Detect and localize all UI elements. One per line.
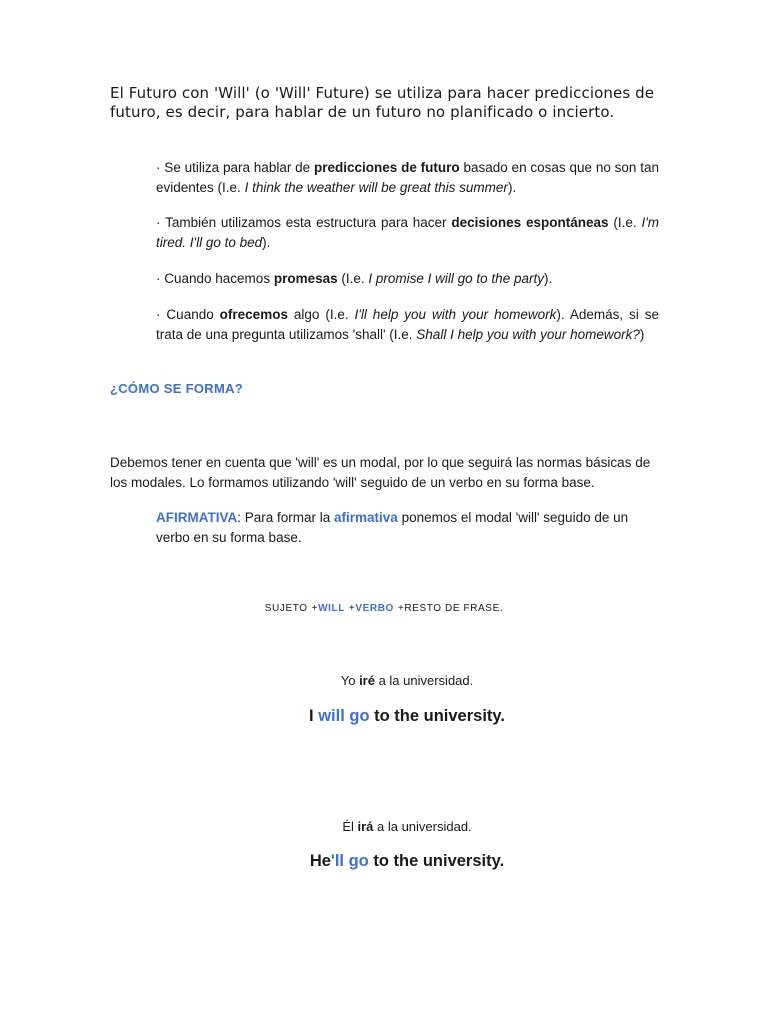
example-text: a la universidad.: [373, 819, 472, 834]
bullet-text: ).: [262, 235, 271, 250]
bullet-bold-term: ofrecemos: [219, 307, 288, 322]
document-title: El Futuro con 'Will' (o 'Will' Future) se utiliza para hacer predicciones de futuro, es decir, para hablar de un futuro no planificado o incierto.: [110, 84, 655, 121]
afirmativa-keyword: afirmativa: [334, 510, 398, 525]
bullet-text: · Cuando: [156, 307, 220, 322]
formula-plus: +: [348, 603, 356, 614]
formula-verb: VERBO: [355, 603, 394, 614]
bullet-example: I'm tired. I'll go to bed: [156, 215, 660, 250]
bullet-example: Shall I help you with your homework?: [416, 327, 640, 342]
example-text: Yo: [340, 673, 360, 688]
example-verb: iré: [359, 673, 375, 688]
bullet-text: (I.e.: [337, 271, 369, 286]
bullet-example: I think the weather will be great this summer: [244, 180, 508, 195]
example-verb: will go: [318, 707, 370, 725]
bullet-text: ). Además, si se trata de una pregunta utilizamos 'shall' (I.e.: [156, 307, 659, 342]
afirmativa-label: AFIRMATIVA: [156, 510, 238, 525]
example-spanish-1: [0, 673, 768, 688]
section-heading: ¿CÓMO SE FORMA?: [110, 381, 244, 396]
bullet-text: basado en cosas que no son tan evidentes (I.e.: [156, 160, 659, 195]
bullet-example: I promise I will go to the party: [368, 271, 544, 286]
example-spanish-2: [0, 819, 768, 834]
bullet-predicciones: [156, 158, 659, 198]
example-text: to the university.: [368, 852, 505, 870]
bullet-promesas: [156, 269, 659, 289]
bullet-text: (I.e.: [608, 215, 642, 230]
example-english-1: [0, 707, 768, 726]
bullet-text: · También utilizamos esta estructura para hacer: [156, 215, 452, 230]
example-verb: irá: [357, 819, 374, 834]
formula-end: .: [499, 603, 504, 614]
bullet-ofrecemos: [156, 305, 659, 345]
formula-subject: SUJETO: [264, 603, 308, 614]
intro-paragraph: Debemos tener en cuenta que 'will' es un modal, por lo que seguirá las normas básicas de los modales. Lo formamos utilizando 'will' seguido de un verbo en su forma base.: [110, 455, 651, 490]
bullet-bold-term: promesas: [273, 271, 338, 286]
bullet-text: · Cuando hacemos: [156, 271, 274, 286]
example-text: Él: [342, 819, 358, 834]
bullet-text: ): [639, 327, 645, 342]
example-text: He: [309, 852, 331, 870]
example-english-2: [0, 852, 768, 871]
bullet-example: I'll help you with your homework: [354, 307, 557, 322]
bullet-bold-term: decisiones espontáneas: [451, 215, 609, 230]
formula-plus: +: [397, 603, 405, 614]
formula-plus: +: [311, 603, 319, 614]
example-verb: 'll go: [330, 852, 369, 870]
example-text: a la universidad.: [374, 673, 474, 688]
structure-formula: [0, 603, 768, 614]
example-text: to the university.: [369, 707, 505, 725]
bullet-decisiones: [156, 213, 659, 253]
example-text: I: [309, 707, 319, 725]
bullet-text: ).: [507, 180, 517, 195]
formula-rest: RESTO DE FRASE: [404, 603, 500, 614]
bullet-bold-term: predicciones de futuro: [313, 160, 460, 175]
afirmativa-text: ponemos el modal 'will' seguido de un verbo en su forma base.: [156, 510, 629, 545]
afirmativa-text: : Para formar la: [237, 510, 335, 525]
bullet-text: algo (I.e.: [287, 307, 355, 322]
bullet-text: · Se utiliza para hablar de: [156, 160, 314, 175]
afirmativa-paragraph: [156, 508, 659, 548]
formula-will: WILL: [318, 603, 345, 614]
bullet-text: ).: [543, 271, 553, 286]
